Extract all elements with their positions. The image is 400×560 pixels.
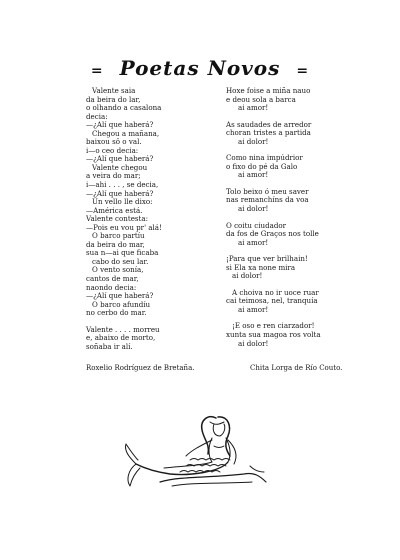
verse-line: da beira do mar,	[86, 239, 145, 249]
verse-line: ai dolor!	[238, 204, 269, 214]
page-title: Poetas Novos	[119, 56, 281, 80]
verse-line: Hoxe foise a miña nauo	[226, 86, 311, 95]
verse-line: a veira do mar;	[86, 171, 141, 181]
verse-line: decia:	[86, 111, 108, 121]
verse-line: baixou sô o val.	[86, 137, 142, 147]
verse-line: ¡Para que ver brilhain!	[226, 254, 308, 264]
stanza	[86, 87, 216, 318]
verse-line: i—ahi . . . , se decia,	[86, 180, 159, 190]
verse-line: O coitu ciudador	[226, 220, 287, 230]
verse-line: o fixo do pé da Galo	[226, 161, 298, 171]
verse-line: ai amor!	[238, 304, 269, 314]
verse-line: Un vello lle dixo:	[92, 197, 153, 207]
verse-line: Como nina impúdrior	[226, 153, 303, 163]
verse-line: o olhando a casalona	[86, 103, 162, 113]
verse-line: Valente . . . . morreu	[86, 324, 160, 334]
verse-line: e deou sola a barca	[226, 94, 296, 104]
verse-line: As saudades de arredor	[226, 119, 312, 129]
verse-line: cabo do seu lar.	[92, 256, 149, 266]
stanza	[226, 154, 376, 180]
verse-line: da fos de Graços nos tolle	[226, 229, 319, 239]
verse-line: —América está.	[86, 205, 143, 215]
verse-line: ai dolor!	[238, 136, 269, 146]
verse-line: ai dolor!	[238, 338, 269, 348]
verse-line: ai amor!	[238, 237, 269, 247]
verse-line: —¿Alí que haberá?	[86, 154, 154, 164]
verse-line: Valente chegou	[92, 162, 148, 172]
verse-line: A choiva no ir uoce ruar	[232, 287, 319, 297]
verse-line: da beira do lar,	[86, 94, 141, 104]
verse-line: O vento sonía,	[92, 265, 144, 275]
verse-line: sua n—ai que ficaba	[86, 248, 159, 258]
verse-line: Valente saia	[92, 86, 136, 95]
left-poem-signature: Roxelio Rodríguez de Bretaña.	[86, 364, 195, 372]
verse-line: soñaba ir alí.	[86, 341, 133, 351]
ornament-left-icon: =	[90, 63, 104, 79]
verse-line: ai dolor!	[232, 271, 263, 281]
verse-line: Chegou a mañana,	[92, 128, 160, 138]
verse-line: cai teimosa, nel, tranquía	[226, 296, 318, 306]
right-poem-signature: Chita Lorga de Río Couto.	[250, 364, 343, 372]
verse-line: e, abaixo de morto,	[86, 333, 156, 343]
verse-line: —Pois eu vou pr' alá!	[86, 222, 162, 232]
verse-line: Valente contesta:	[86, 214, 149, 224]
stanza	[226, 87, 376, 113]
verse-line: nas remanchíns da voa	[226, 195, 309, 205]
stanza	[226, 322, 376, 348]
stanza	[86, 326, 216, 352]
verse-line: no cerbo do mar.	[86, 308, 147, 318]
verse-line: xunta sua magoa ros volta	[226, 330, 321, 340]
left-poem	[86, 87, 216, 359]
section-header	[0, 56, 400, 80]
verse-line: si Ela xa none mira	[226, 262, 296, 272]
stanza	[226, 121, 376, 147]
verse-line: i—o ceo decia:	[86, 145, 139, 155]
stanza	[226, 222, 376, 248]
stanza	[226, 188, 376, 214]
verse-line: ai amor!	[238, 103, 269, 113]
verse-line: cantos de mar,	[86, 274, 139, 284]
mermaid-illustration-icon	[120, 410, 280, 492]
verse-line: ai amor!	[238, 170, 269, 180]
ornament-right-icon: =	[296, 63, 310, 79]
verse-line: ¡E oso e ren ciarzador!	[232, 321, 315, 331]
verse-line: —¿Alí que haberá?	[86, 291, 154, 301]
right-poem	[226, 87, 376, 356]
verse-line: naondo decia:	[86, 282, 137, 292]
verse-line: O barco afundíu	[92, 299, 151, 309]
stanza	[226, 289, 376, 315]
verse-line: —¿Alí que haberá?	[86, 120, 154, 130]
stanza	[226, 255, 376, 281]
verse-line: Tolo beixo ó meu saver	[226, 186, 309, 196]
verse-line: —¿Alí que haberá?	[86, 188, 154, 198]
verse-line: O barco partíu	[92, 231, 145, 241]
verse-line: choran tristes a partida	[226, 128, 311, 138]
